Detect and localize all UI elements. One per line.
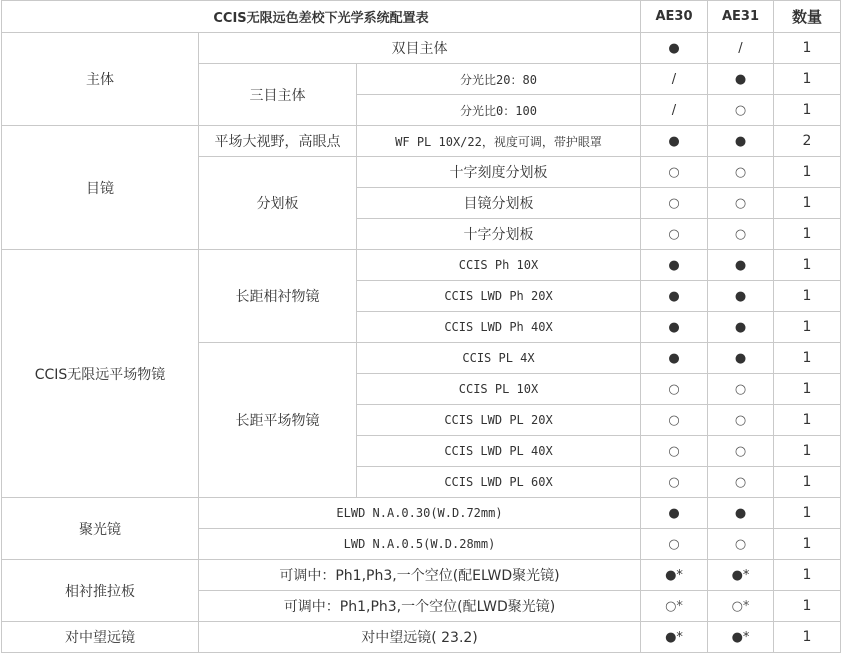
- mark-filled: ●: [708, 250, 774, 281]
- column-header-quantity: 数量: [774, 1, 841, 33]
- mark-slash: /: [708, 33, 774, 64]
- quantity-cell: 1: [774, 64, 841, 95]
- mark-filled-star: ●*: [708, 622, 774, 653]
- mark-filled: ●: [708, 343, 774, 374]
- subcategory-flat-wide: 平场大视野，高眼点: [199, 126, 357, 157]
- mark-hollow-star: ○*: [708, 591, 774, 622]
- category-phase-slider: 相衬推拉板: [2, 560, 199, 622]
- mark-hollow: ○: [708, 529, 774, 560]
- mark-hollow: ○: [641, 219, 708, 250]
- mark-filled-star: ●*: [708, 560, 774, 591]
- mark-hollow: ○: [708, 219, 774, 250]
- table-row: [2, 560, 841, 591]
- subcategory-reticle: 分划板: [199, 157, 357, 250]
- item-ph10: CCIS Ph 10X: [357, 250, 641, 281]
- mark-hollow: ○: [708, 436, 774, 467]
- mark-filled: ●: [708, 64, 774, 95]
- mark-filled: ●: [641, 281, 708, 312]
- quantity-cell: 1: [774, 219, 841, 250]
- mark-filled: ●: [641, 126, 708, 157]
- quantity-cell: 1: [774, 374, 841, 405]
- category-eyepiece: 目镜: [2, 126, 199, 250]
- quantity-cell: 2: [774, 126, 841, 157]
- mark-filled: ●: [641, 250, 708, 281]
- category-telescope: 对中望远镜: [2, 622, 199, 653]
- item-slider-elwd: 可调中：Ph1,Ph3,一个空位(配ELWD聚光镜): [199, 560, 641, 591]
- mark-filled: ●: [641, 343, 708, 374]
- quantity-cell: 1: [774, 591, 841, 622]
- mark-hollow: ○: [641, 436, 708, 467]
- quantity-cell: 1: [774, 312, 841, 343]
- table-row: [2, 250, 841, 281]
- table-row: [2, 498, 841, 529]
- item-eyepiece-spec: WF PL 10X/22，视度可调，带护眼罩: [357, 126, 641, 157]
- mark-filled: ●: [708, 498, 774, 529]
- category-body: 主体: [2, 33, 199, 126]
- quantity-cell: 1: [774, 405, 841, 436]
- item-slider-lwd: 可调中：Ph1,Ph3,一个空位(配LWD聚光镜): [199, 591, 641, 622]
- quantity-cell: 1: [774, 498, 841, 529]
- mark-hollow: ○: [641, 188, 708, 219]
- mark-filled: ●: [708, 126, 774, 157]
- quantity-cell: 1: [774, 33, 841, 64]
- mark-filled: ●: [708, 281, 774, 312]
- table-title: CCIS无限远色差校下光学系统配置表: [2, 1, 641, 33]
- quantity-cell: 1: [774, 95, 841, 126]
- header-row: [2, 1, 841, 33]
- mark-hollow: ○: [641, 529, 708, 560]
- item-cross-reticle: 十字刻度分划板: [357, 157, 641, 188]
- mark-hollow: ○: [641, 374, 708, 405]
- mark-filled-star: ●*: [641, 560, 708, 591]
- item-split-0-100: 分光比0：100: [357, 95, 641, 126]
- item-lwd-pl20: CCIS LWD PL 20X: [357, 405, 641, 436]
- mark-hollow: ○: [708, 467, 774, 498]
- mark-hollow: ○: [708, 188, 774, 219]
- mark-hollow: ○: [641, 405, 708, 436]
- column-header-ae31: AE31: [708, 1, 774, 33]
- quantity-cell: 1: [774, 157, 841, 188]
- mark-hollow: ○: [641, 467, 708, 498]
- mark-hollow: ○: [708, 405, 774, 436]
- quantity-cell: 1: [774, 436, 841, 467]
- mark-hollow-star: ○*: [641, 591, 708, 622]
- mark-filled: ●: [641, 312, 708, 343]
- category-condenser: 聚光镜: [2, 498, 199, 560]
- quantity-cell: 1: [774, 343, 841, 374]
- item-split-20-80: 分光比20：80: [357, 64, 641, 95]
- subcategory-trinocular: 三目主体: [199, 64, 357, 126]
- item-lwd-pl60: CCIS LWD PL 60X: [357, 467, 641, 498]
- table-row: [2, 126, 841, 157]
- mark-slash: /: [641, 64, 708, 95]
- quantity-cell: 1: [774, 529, 841, 560]
- mark-slash: /: [641, 95, 708, 126]
- mark-filled: ●: [708, 312, 774, 343]
- mark-hollow: ○: [641, 157, 708, 188]
- category-objective: CCIS无限远平场物镜: [2, 250, 199, 498]
- item-lwd-ph40: CCIS LWD Ph 40X: [357, 312, 641, 343]
- quantity-cell: 1: [774, 467, 841, 498]
- item-pl10: CCIS PL 10X: [357, 374, 641, 405]
- column-header-ae30: AE30: [641, 1, 708, 33]
- mark-hollow: ○: [708, 157, 774, 188]
- mark-hollow: ○: [708, 95, 774, 126]
- table-row: [2, 33, 841, 64]
- quantity-cell: 1: [774, 188, 841, 219]
- mark-filled-star: ●*: [641, 622, 708, 653]
- subcategory-lwd-phase: 长距相衬物镜: [199, 250, 357, 343]
- item-lwd-condenser: LWD N.A.0.5(W.D.28mm): [199, 529, 641, 560]
- configuration-table: [1, 0, 841, 653]
- item-eyepiece-reticle: 目镜分划板: [357, 188, 641, 219]
- subcategory-lwd-plan: 长距平场物镜: [199, 343, 357, 498]
- item-telescope: 对中望远镜( 23.2): [199, 622, 641, 653]
- mark-filled: ●: [641, 33, 708, 64]
- quantity-cell: 1: [774, 281, 841, 312]
- quantity-cell: 1: [774, 250, 841, 281]
- item-binocular: 双目主体: [199, 33, 641, 64]
- item-cross-plain-reticle: 十字分划板: [357, 219, 641, 250]
- quantity-cell: 1: [774, 622, 841, 653]
- item-lwd-pl40: CCIS LWD PL 40X: [357, 436, 641, 467]
- item-pl4: CCIS PL 4X: [357, 343, 641, 374]
- quantity-cell: 1: [774, 560, 841, 591]
- item-lwd-ph20: CCIS LWD Ph 20X: [357, 281, 641, 312]
- table-row: [2, 622, 841, 653]
- mark-hollow: ○: [708, 374, 774, 405]
- item-elwd-condenser: ELWD N.A.0.30(W.D.72mm): [199, 498, 641, 529]
- mark-filled: ●: [641, 498, 708, 529]
